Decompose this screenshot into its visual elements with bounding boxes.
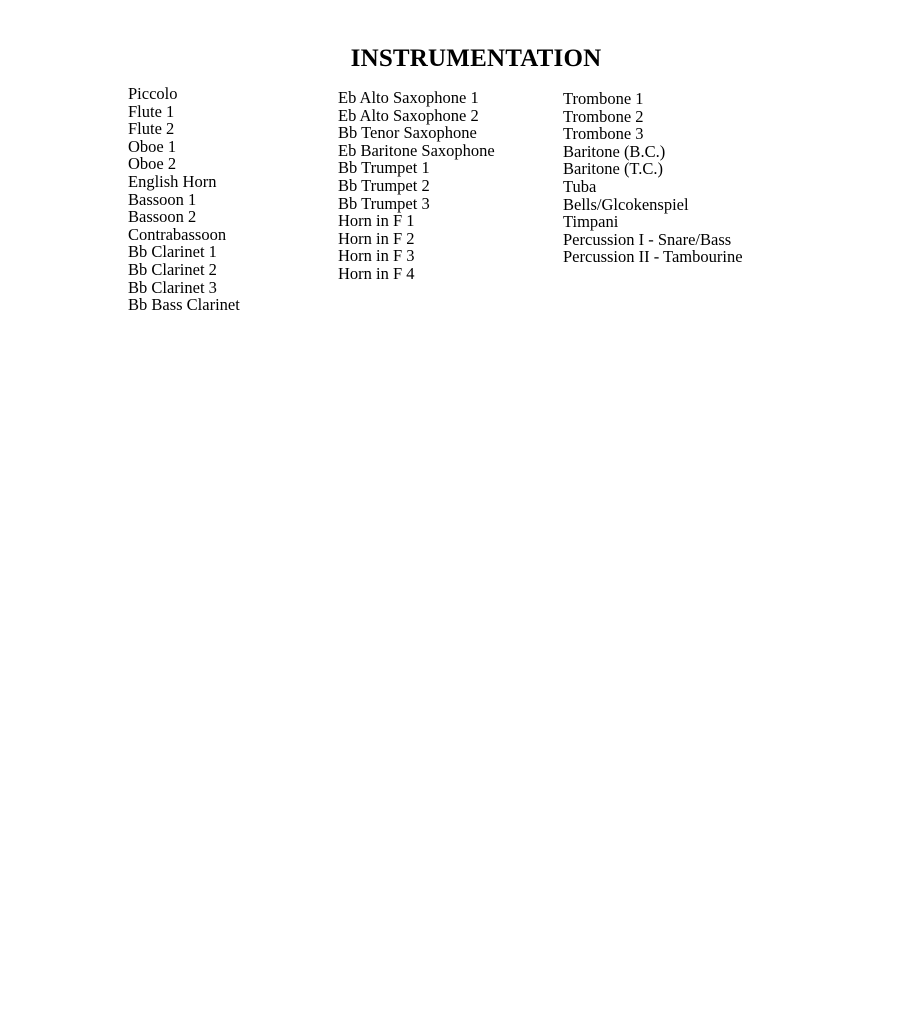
instrument-item: Bb Tenor Saxophone: [338, 123, 477, 143]
instrument-item: English Horn: [128, 171, 217, 191]
instrument-item: Percussion I - Snare/Bass: [563, 229, 732, 249]
instrument-item: Flute 2: [128, 119, 175, 139]
instrument-item: Bells/Glcokenspiel: [563, 194, 689, 214]
instrument-item: Eb Alto Saxophone 1: [338, 88, 479, 107]
instrument-column-low-brass-percussion: [563, 90, 743, 266]
instrument-item: Baritone (B.C.): [563, 141, 666, 161]
instrument-item: Baritone (T.C.): [563, 159, 664, 179]
instrument-item: Eb Alto Saxophone 2: [338, 105, 479, 125]
instrument-item: Piccolo: [128, 84, 178, 103]
instrument-item: Flute 1: [128, 101, 175, 121]
instrument-item: Trombone 1: [563, 89, 644, 108]
instrument-column-saxes-brass: [338, 89, 495, 283]
instrument-item: Bb Clarinet 3: [128, 277, 217, 297]
instrument-item: Horn in F 2: [338, 228, 415, 248]
instrument-item: Bassoon 2: [128, 207, 197, 227]
instrument-item: Bb Bass Clarinet: [128, 295, 240, 315]
instrument-item: Timpani: [563, 212, 619, 232]
instrument-item: Percussion II - Tambourine: [563, 247, 743, 267]
instrument-item: Tuba: [563, 176, 597, 196]
instrument-item: Bb Trumpet 1: [338, 158, 430, 178]
instrument-item: Oboe 2: [128, 154, 177, 174]
instrument-item: Trombone 3: [563, 124, 644, 144]
instrument-column-woodwinds: [128, 85, 240, 314]
instrument-item: Bassoon 1: [128, 189, 197, 209]
page-title: INSTRUMENTATION: [350, 45, 602, 72]
instrument-item: Contrabassoon: [128, 224, 227, 244]
instrument-item: Bb Clarinet 1: [128, 242, 217, 262]
instrument-item: Eb Baritone Saxophone: [338, 140, 495, 160]
instrument-item: Bb Trumpet 3: [338, 193, 430, 213]
instrument-item: Horn in F 1: [338, 211, 415, 231]
instrument-item: Bb Clarinet 2: [128, 259, 217, 279]
instrument-item: Bb Trumpet 2: [338, 175, 430, 195]
instrument-item: Trombone 2: [563, 106, 644, 126]
instrument-item: Horn in F 3: [338, 246, 415, 266]
instrument-item: Oboe 1: [128, 136, 177, 156]
instrument-item: Horn in F 4: [338, 263, 415, 283]
